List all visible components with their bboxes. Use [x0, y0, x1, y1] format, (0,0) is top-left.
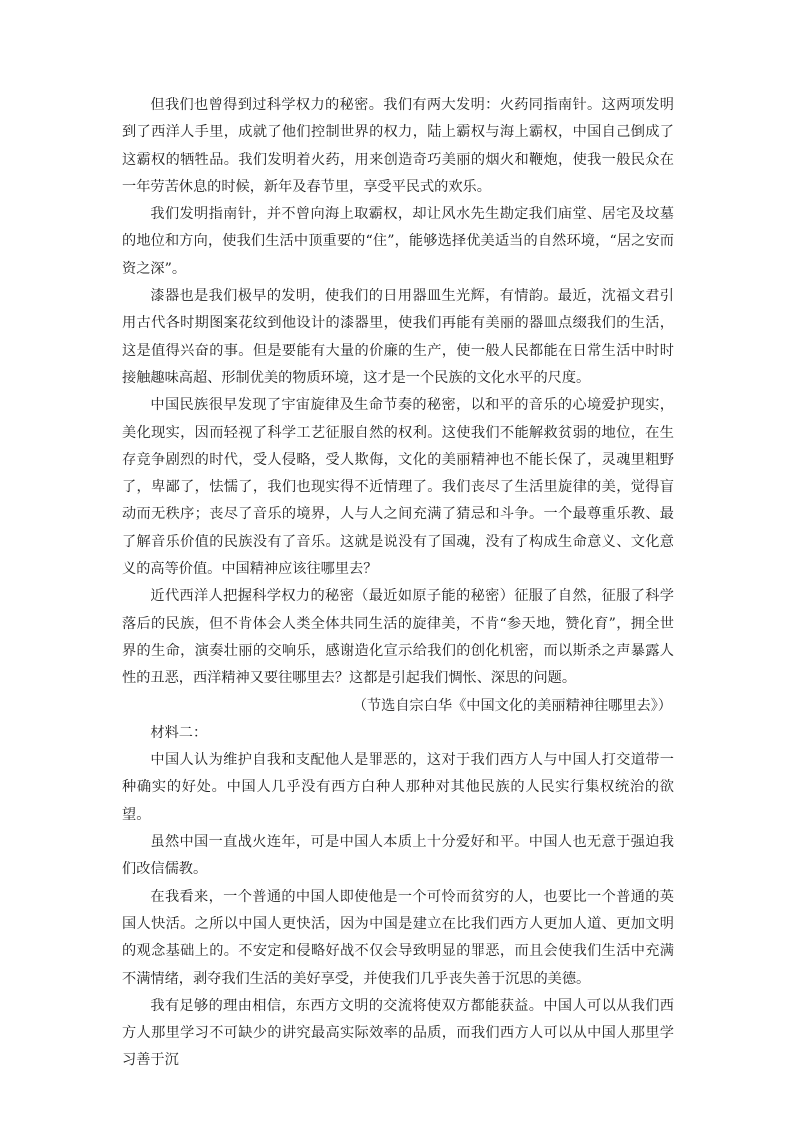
material-label: 材料二： [150, 724, 208, 741]
paragraph: 我有足够的理由相信，东西方文明的交流将使双方都能获益。中国人可以从我们西方人那里学习不可缺少的讲究最高实际效率的品质，而我们西方人可以从中国人那里学习善于沉 [122, 997, 674, 1069]
paragraph: 近代西洋人把握科学权力的秘密（最近如原子能的秘密）征服了自然，征服了科学落后的民族，但不肯体会人类全体共同生活的旋律美，不肯“参天地，赞化育”，拥全世界的生命，演奏壮丽的交响乐，感谢造化宣示给我们的创化机密，而以斯杀之声暴露人性的丑恶，西洋精神又要往哪里去？这都是引起我们惆怅、深思的问题。 [122, 588, 674, 687]
paragraph: 中国民族很早发现了宇宙旋律及生命节奏的秘密，以和平的音乐的心境爱护现实，美化现实，因而轻视了科学工艺征服自然的权利。这使我们不能解救贫弱的地位，在生存竞争剧烈的时代，受人侵略，受人欺侮，文化的美丽精神也不能长保了，灵魂里粗野了，卑鄙了，怯懦了，我们也现实得不近情理了。我们丧尽了生活里旋律的美，觉得盲动而无秩序；丧尽了音乐的境界，人与人之间充满了猜忌和斗争。一个最尊重乐教、最了解音乐价值的民族没有了音乐。这就是说没有了国魂，没有了构成生命意义、文化意义的高等价值。中国精神应该往哪里去？ [122, 397, 674, 578]
paragraph: 我们发明指南针，并不曾向海上取霸权，却让风水先生勘定我们庙堂、居宅及坟墓的地位和方向，使我们生活中顶重要的“住”，能够选择优美适当的自然环境，“居之安而资之深”。 [122, 206, 674, 277]
paragraph: 虽然中国一直战火连年，可是中国人本质上十分爱好和平。中国人也无意于强迫我们改信儒教。 [122, 834, 674, 878]
paragraph: 在我看来，一个普通的中国人即使他是一个可怜而贫穷的人，也要比一个普通的英国人快活。之所以中国人更快活，因为中国是建立在比我们西方人更加人道、更加文明的观念基础上的。不安定和侵略好战不仅会导致明显的罪恶，而且会使我们生活中充满不满情绪，剥夺我们生活的美好享受，并使我们几乎丧失善于沉思的美德。 [122, 888, 674, 987]
source-citation: （节选自宗白华《中国文化的美丽精神往哪里去》） [352, 697, 672, 714]
document-page [122, 92, 674, 1075]
paragraph: 漆器也是我们极早的发明，使我们的日用器皿生光辉，有情韵。最近，沈福文君引用古代各时期图案花纹到他设计的漆器里，使我们再能有美丽的器皿点缀我们的生活，这是值得兴奋的事。但是要能有大量的价廉的生产，使一般人民都能在日常生活中时时接触趣味高超、形制优美的物质环境，这才是一个民族的文化水平的尺度。 [122, 288, 674, 386]
paragraph: 中国人认为维护自我和支配他人是罪恶的，这对于我们西方人与中国人打交道带一种确实的好处。中国人几乎没有西方白种人那种对其他民族的人民实行集权统治的欲望。 [122, 752, 674, 823]
paragraph: 但我们也曾得到过科学权力的秘密。我们有两大发明：火药同指南针。这两项发明到了西洋人手里，成就了他们控制世界的权力，陆上霸权与海上霸权，中国自己倒成了这霸权的牺牲品。我们发明着火药，用来创造奇巧美丽的烟火和鞭炮，使我一般民众在一年劳苦休息的时候，新年及春节里，享受平民式的欢乐。 [122, 97, 674, 195]
